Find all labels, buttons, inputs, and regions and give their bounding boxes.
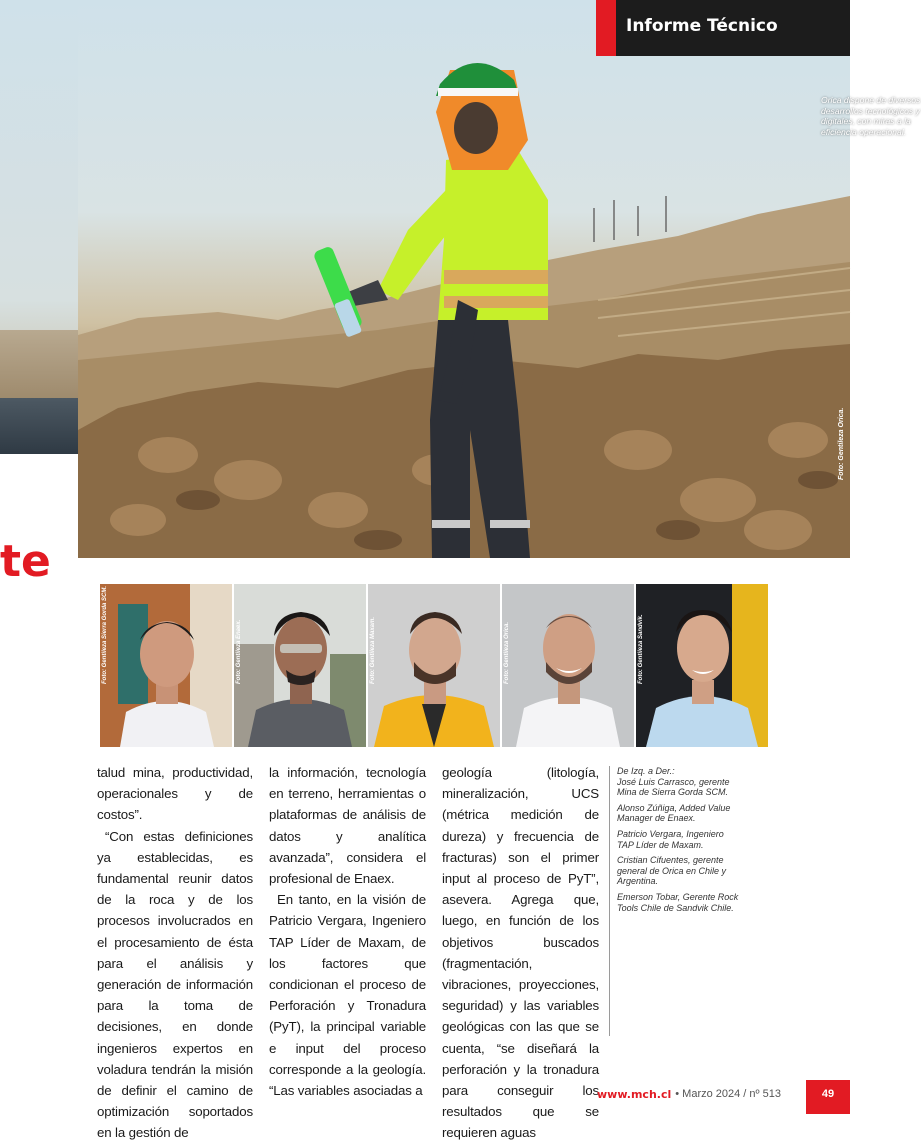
- portrait-alonso-zuniga: [234, 584, 366, 747]
- photo-caption-item: Emerson Tobar, Gerente Rock Tools Chile de Sandvik Chile.: [617, 891, 739, 913]
- hero-illustration: [78, 0, 850, 558]
- portrait-credit: Foto: Gentileza Orica.: [504, 621, 510, 684]
- portrait-photo: [368, 584, 500, 747]
- decorative-dark-block: [0, 398, 78, 454]
- hero-photo-credit: Foto: Gentileza Orica.: [838, 407, 845, 480]
- body-column-2: [269, 762, 426, 1099]
- body-paragraph: geología (litología, mineralización, UCS (métrica medición de dureza) y frecuencia de fracturas) son el primer input al proceso de PyT”, asevera. Agrega que, luego, en función de los objetivos buscados (fragmentación, vibraciones, proyecciones, seguridad) y las variables geológicas con las que se cuenta, “se diseñará la perforación y la tronadura para conseguir los resultados que se requieren aguas: [442, 765, 599, 1141]
- footer: [597, 1085, 781, 1103]
- portrait-emerson-tobar: [636, 584, 768, 747]
- body-column-1: [97, 762, 253, 1141]
- hero-photo-left-hill: [0, 330, 78, 400]
- section-tag-label: Informe Técnico: [626, 16, 778, 36]
- footer-issue: • Marzo 2024 / nº 513: [675, 1088, 781, 1100]
- body-column-3: [442, 762, 599, 1141]
- body-paragraph: “Con estas definiciones ya establecidas, es fundamental reunir datos de la roca y de los procesos involucrados en el procesamiento de ésta para el análisis y generación de información para la toma de decisiones, en donde ingenieros expertos en voladura tendrán la misión de definir el camino de optimización soportados en la gestión de: [97, 828, 253, 1141]
- caption-divider: [609, 766, 610, 1036]
- portrait-photo: [234, 584, 366, 747]
- photo-caption-item: Patricio Vergara, Ingeniero TAP Líder de Maxam.: [617, 828, 724, 850]
- portrait-photo: [502, 584, 634, 747]
- portrait-credit: Foto: Gentileza Sandvik.: [638, 614, 644, 684]
- body-paragraph: la información, tecnología en terreno, herramientas o plataformas de análisis de datos y analítica avanzada”, considera el profesional de Enaex.: [269, 765, 426, 887]
- photo-caption-item: Alonso Zúñiga, Added Value Manager de Enaex.: [617, 802, 731, 824]
- section-tag-accent: [596, 0, 616, 56]
- headline-fragment: te: [0, 536, 51, 587]
- utility-poles: [594, 196, 666, 242]
- page-number: 49: [806, 1080, 850, 1114]
- body-paragraph: En tanto, en la visión de Patricio Vergara, Ingeniero TAP Líder de Maxam, de los factores que condicionan el proceso de Perforación y Tronadura (PyT), la principal variable e input del proceso corresponde a la geología. “Las variables asociadas a: [269, 892, 426, 1099]
- footer-site-link[interactable]: www.mch.cl: [597, 1087, 672, 1101]
- portrait-jose-luis-carrasco: [100, 584, 232, 747]
- portrait-photo: [100, 584, 232, 747]
- photo-caption-item: Cristian Cifuentes, gerente general de Orica en Chile y Argentina.: [617, 855, 727, 887]
- photo-caption-intro: De Izq. a Der.:: [617, 766, 675, 776]
- photo-caption: [617, 766, 742, 918]
- section-tag: [596, 0, 850, 56]
- portrait-cristian-cifuentes: [502, 584, 634, 747]
- portrait-credit: Foto: Gentileza Sierra Gorda SCM.: [102, 585, 108, 684]
- body-paragraph: talud mina, productividad, operacionales y de costos”.: [97, 765, 253, 823]
- hero-caption: Orica dispone de diversos desarrollos tecnológicos y digitales, con miras a la eficiencia operacional.: [821, 95, 921, 137]
- portrait-credit: Foto: Gentileza Maxam.: [370, 616, 376, 684]
- portrait-photo: [636, 584, 768, 747]
- portrait-patricio-vergara: [368, 584, 500, 747]
- photo-caption-item: José Luis Carrasco, gerente Mina de Sierra Gorda SCM.: [617, 776, 730, 798]
- hero-photo: [78, 0, 921, 558]
- portrait-credit: Foto: Gentileza Enaex.: [236, 619, 242, 684]
